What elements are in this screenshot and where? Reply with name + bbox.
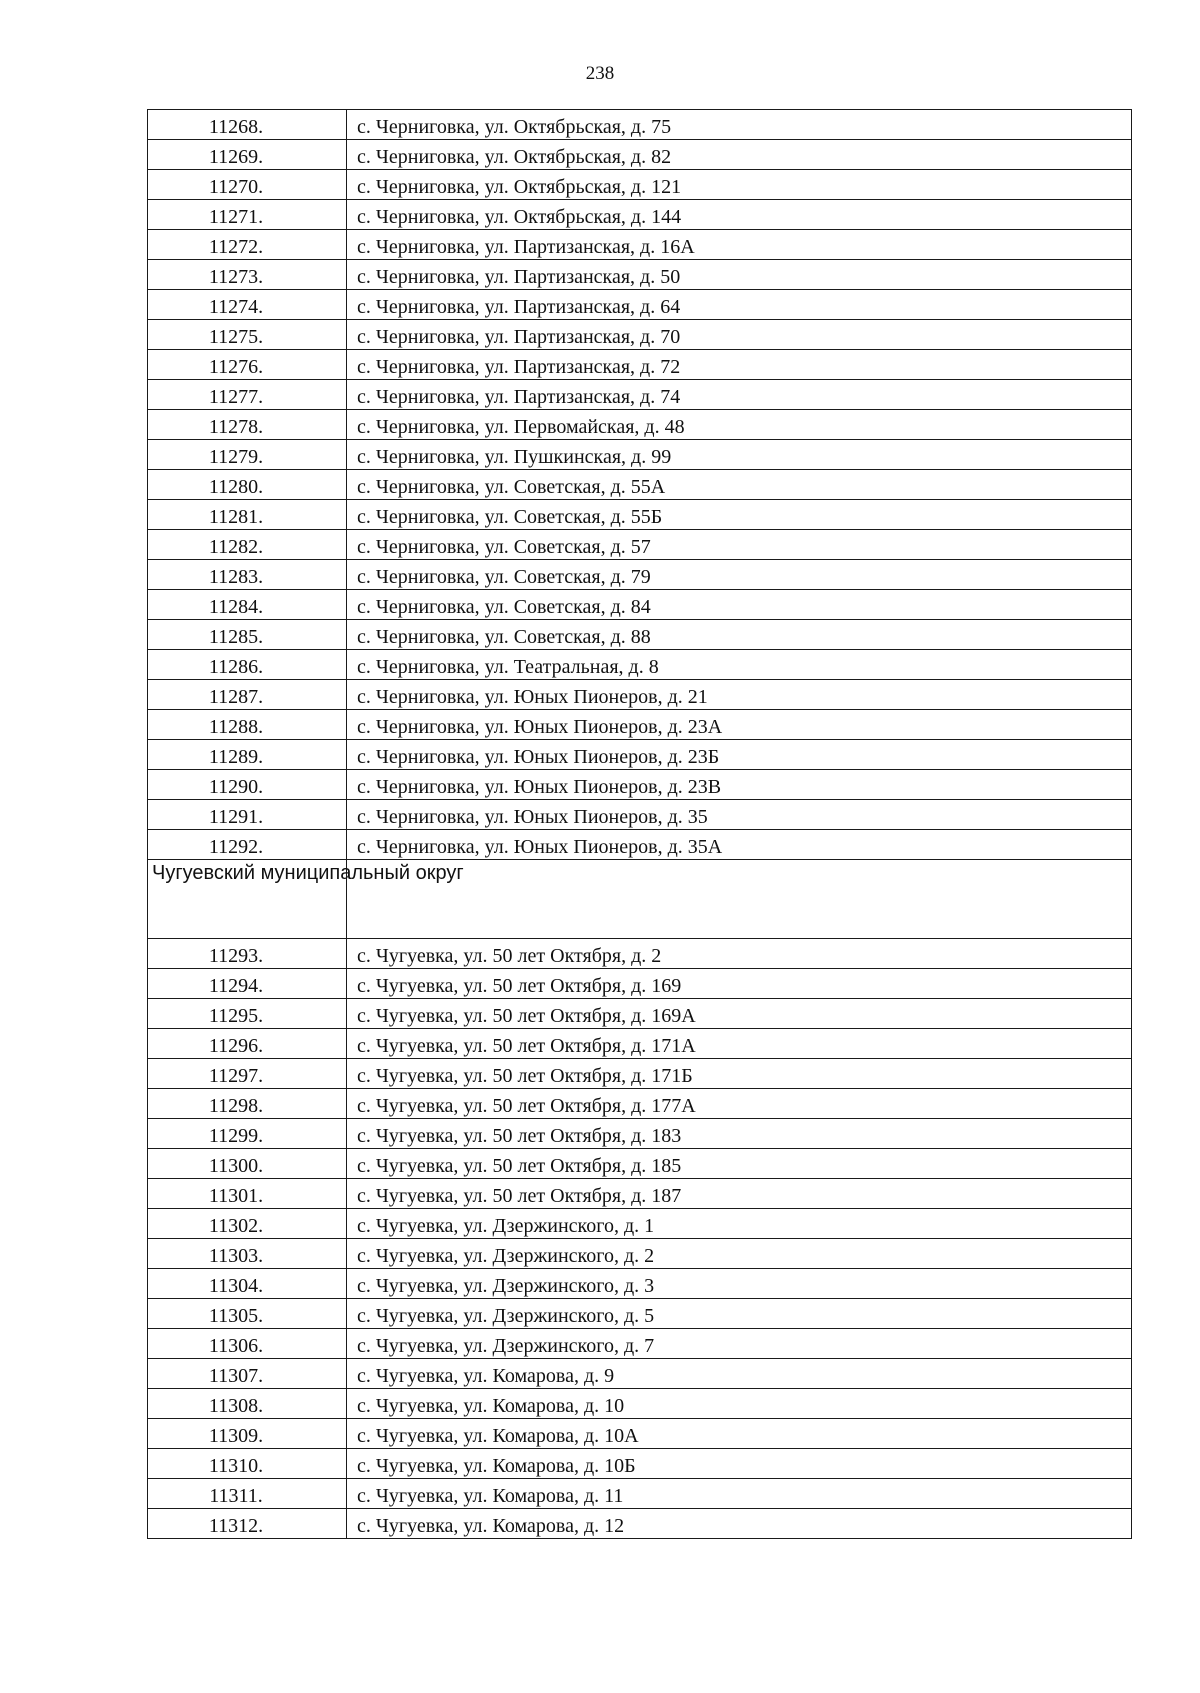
table-row (148, 560, 1132, 590)
table-row (148, 350, 1132, 380)
row-number-cell: 11289. (148, 740, 347, 770)
table-row (148, 110, 1132, 140)
row-address-cell: с. Чугуевка, ул. Комарова, д. 9 (347, 1359, 1132, 1389)
row-address-cell: с. Чугуевка, ул. 50 лет Октября, д. 177А (347, 1089, 1132, 1119)
table-row (148, 969, 1132, 999)
row-address-cell: с. Черниговка, ул. Октябрьская, д. 144 (347, 200, 1132, 230)
row-number-cell: 11309. (148, 1419, 347, 1449)
row-number-cell: 11303. (148, 1239, 347, 1269)
table-row (148, 830, 1132, 860)
table-row (148, 1179, 1132, 1209)
row-number-cell: 11277. (148, 380, 347, 410)
row-number-cell: 11308. (148, 1389, 347, 1419)
table-section-header (148, 860, 1132, 939)
row-address-cell: с. Черниговка, ул. Партизанская, д. 64 (347, 290, 1132, 320)
row-address-cell: с. Черниговка, ул. Октябрьская, д. 121 (347, 170, 1132, 200)
table-row (148, 1239, 1132, 1269)
row-number-cell: 11301. (148, 1179, 347, 1209)
section-row (148, 860, 1132, 939)
row-address-cell: с. Чугуевка, ул. Дзержинского, д. 1 (347, 1209, 1132, 1239)
row-address-cell: с. Чугуевка, ул. 50 лет Октября, д. 169А (347, 999, 1132, 1029)
row-address-cell: с. Чугуевка, ул. Комарова, д. 10Б (347, 1449, 1132, 1479)
row-number-cell: 11302. (148, 1209, 347, 1239)
row-number-cell: 11294. (148, 969, 347, 999)
table-section-part1 (148, 110, 1132, 860)
row-address-cell: с. Черниговка, ул. Юных Пионеров, д. 35А (347, 830, 1132, 860)
row-number-cell: 11287. (148, 680, 347, 710)
row-address-cell: с. Черниговка, ул. Советская, д. 79 (347, 560, 1132, 590)
row-address-cell: с. Черниговка, ул. Октябрьская, д. 82 (347, 140, 1132, 170)
table-row (148, 590, 1132, 620)
row-address-cell: с. Чугуевка, ул. Комарова, д. 10А (347, 1419, 1132, 1449)
row-address-cell: с. Чугуевка, ул. 50 лет Октября, д. 2 (347, 939, 1132, 969)
row-address-cell: с. Черниговка, ул. Партизанская, д. 50 (347, 260, 1132, 290)
row-address-cell: с. Черниговка, ул. Юных Пионеров, д. 21 (347, 680, 1132, 710)
row-number-cell: 11288. (148, 710, 347, 740)
section-name-cell: Чугуевский муниципальный округ (148, 860, 347, 939)
table-row (148, 290, 1132, 320)
table-row (148, 1269, 1132, 1299)
table-row (148, 140, 1132, 170)
row-number-cell: 11300. (148, 1149, 347, 1179)
row-address-cell: с. Черниговка, ул. Советская, д. 57 (347, 530, 1132, 560)
row-number-cell: 11278. (148, 410, 347, 440)
row-number-cell: 11279. (148, 440, 347, 470)
table-row (148, 470, 1132, 500)
row-address-cell: с. Чугуевка, ул. 50 лет Октября, д. 171Б (347, 1059, 1132, 1089)
row-address-cell: с. Чугуевка, ул. 50 лет Октября, д. 183 (347, 1119, 1132, 1149)
address-table (147, 109, 1132, 1539)
row-number-cell: 11269. (148, 140, 347, 170)
table-row (148, 320, 1132, 350)
table-row (148, 260, 1132, 290)
table-row (148, 650, 1132, 680)
table-row (148, 530, 1132, 560)
row-number-cell: 11297. (148, 1059, 347, 1089)
table-row (148, 410, 1132, 440)
table-row (148, 200, 1132, 230)
table-row (148, 1389, 1132, 1419)
row-address-cell: с. Черниговка, ул. Юных Пионеров, д. 23В (347, 770, 1132, 800)
row-number-cell: 11311. (148, 1479, 347, 1509)
table-row (148, 1089, 1132, 1119)
row-address-cell: с. Черниговка, ул. Советская, д. 55Б (347, 500, 1132, 530)
row-number-cell: 11273. (148, 260, 347, 290)
table-row (148, 1119, 1132, 1149)
table-row (148, 380, 1132, 410)
row-address-cell: с. Чугуевка, ул. 50 лет Октября, д. 171А (347, 1029, 1132, 1059)
row-number-cell: 11291. (148, 800, 347, 830)
row-number-cell: 11305. (148, 1299, 347, 1329)
row-number-cell: 11284. (148, 590, 347, 620)
row-number-cell: 11290. (148, 770, 347, 800)
row-address-cell: с. Чугуевка, ул. 50 лет Октября, д. 169 (347, 969, 1132, 999)
row-address-cell: с. Черниговка, ул. Юных Пионеров, д. 23А (347, 710, 1132, 740)
row-address-cell: с. Черниговка, ул. Октябрьская, д. 75 (347, 110, 1132, 140)
table-row (148, 1479, 1132, 1509)
row-address-cell: с. Черниговка, ул. Партизанская, д. 72 (347, 350, 1132, 380)
row-address-cell: с. Черниговка, ул. Пушкинская, д. 99 (347, 440, 1132, 470)
table-row (148, 1359, 1132, 1389)
row-number-cell: 11310. (148, 1449, 347, 1479)
table-row (148, 1509, 1132, 1539)
row-address-cell: с. Чугуевка, ул. Дзержинского, д. 5 (347, 1299, 1132, 1329)
row-address-cell: с. Чугуевка, ул. Комарова, д. 12 (347, 1509, 1132, 1539)
table-row (148, 1059, 1132, 1089)
page-number: 238 (585, 63, 615, 84)
row-address-cell: с. Черниговка, ул. Партизанская, д. 16А (347, 230, 1132, 260)
row-number-cell: 11298. (148, 1089, 347, 1119)
row-address-cell: с. Черниговка, ул. Театральная, д. 8 (347, 650, 1132, 680)
table-row (148, 710, 1132, 740)
row-number-cell: 11270. (148, 170, 347, 200)
row-address-cell: с. Чугуевка, ул. Дзержинского, д. 3 (347, 1269, 1132, 1299)
row-address-cell: с. Чугуевка, ул. 50 лет Октября, д. 185 (347, 1149, 1132, 1179)
row-number-cell: 11286. (148, 650, 347, 680)
table-row (148, 1149, 1132, 1179)
row-number-cell: 11312. (148, 1509, 347, 1539)
row-address-cell: с. Черниговка, ул. Юных Пионеров, д. 23Б (347, 740, 1132, 770)
row-address-cell: с. Чугуевка, ул. Комарова, д. 11 (347, 1479, 1132, 1509)
row-address-cell: с. Черниговка, ул. Партизанская, д. 70 (347, 320, 1132, 350)
row-address-cell: с. Черниговка, ул. Юных Пионеров, д. 35 (347, 800, 1132, 830)
row-number-cell: 11283. (148, 560, 347, 590)
table-row (148, 1029, 1132, 1059)
row-number-cell: 11299. (148, 1119, 347, 1149)
row-number-cell: 11292. (148, 830, 347, 860)
row-number-cell: 11295. (148, 999, 347, 1029)
table-row (148, 1209, 1132, 1239)
row-address-cell: с. Черниговка, ул. Советская, д. 84 (347, 590, 1132, 620)
table-row (148, 939, 1132, 969)
table-row (148, 440, 1132, 470)
row-address-cell: с. Чугуевка, ул. Дзержинского, д. 7 (347, 1329, 1132, 1359)
table-row (148, 500, 1132, 530)
row-number-cell: 11280. (148, 470, 347, 500)
row-number-cell: 11272. (148, 230, 347, 260)
row-number-cell: 11296. (148, 1029, 347, 1059)
row-number-cell: 11281. (148, 500, 347, 530)
table-section-part2 (148, 939, 1132, 1539)
table-row (148, 1299, 1132, 1329)
table-row (148, 770, 1132, 800)
table-row (148, 680, 1132, 710)
row-address-cell: с. Черниговка, ул. Первомайская, д. 48 (347, 410, 1132, 440)
row-address-cell: с. Чугуевка, ул. 50 лет Октября, д. 187 (347, 1179, 1132, 1209)
row-number-cell: 11293. (148, 939, 347, 969)
row-number-cell: 11282. (148, 530, 347, 560)
table-row (148, 170, 1132, 200)
row-number-cell: 11306. (148, 1329, 347, 1359)
row-number-cell: 11276. (148, 350, 347, 380)
table-row (148, 1449, 1132, 1479)
table-row (148, 620, 1132, 650)
row-address-cell: с. Черниговка, ул. Советская, д. 88 (347, 620, 1132, 650)
table-row (148, 230, 1132, 260)
row-number-cell: 11268. (148, 110, 347, 140)
table-row (148, 800, 1132, 830)
row-number-cell: 11274. (148, 290, 347, 320)
row-number-cell: 11271. (148, 200, 347, 230)
row-number-cell: 11307. (148, 1359, 347, 1389)
row-number-cell: 11285. (148, 620, 347, 650)
row-address-cell: с. Чугуевка, ул. Дзержинского, д. 2 (347, 1239, 1132, 1269)
row-address-cell: с. Черниговка, ул. Советская, д. 55А (347, 470, 1132, 500)
table-row (148, 1419, 1132, 1449)
table-row (148, 1329, 1132, 1359)
table-row (148, 740, 1132, 770)
section-address-cell (347, 860, 1132, 939)
row-number-cell: 11275. (148, 320, 347, 350)
row-number-cell: 11304. (148, 1269, 347, 1299)
row-address-cell: с. Черниговка, ул. Партизанская, д. 74 (347, 380, 1132, 410)
row-address-cell: с. Чугуевка, ул. Комарова, д. 10 (347, 1389, 1132, 1419)
table-row (148, 999, 1132, 1029)
